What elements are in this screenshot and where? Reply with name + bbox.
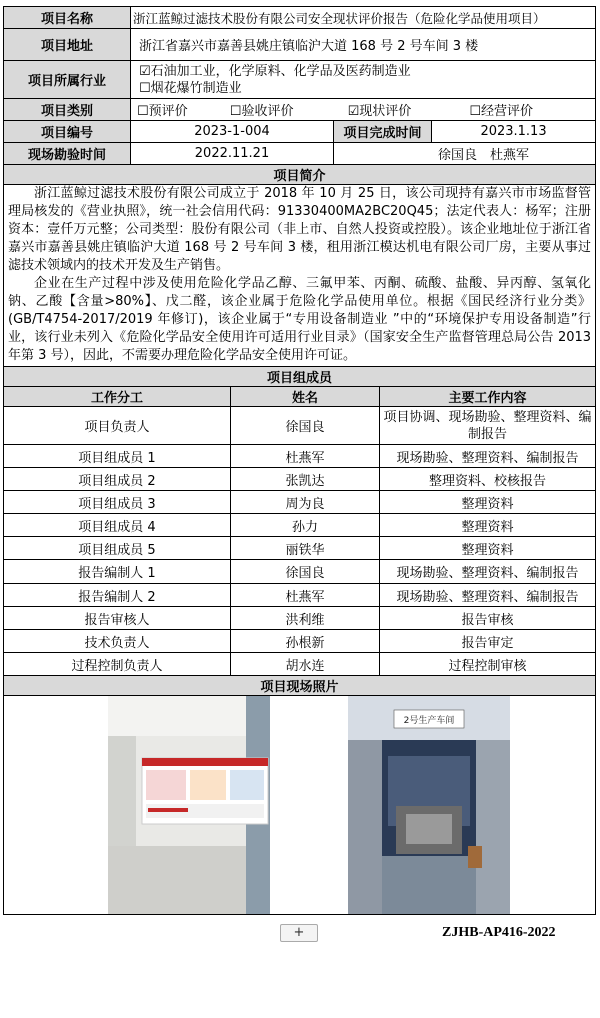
member-work: 现场勘验、整理资料、编制报告 [380, 584, 596, 607]
intro-title: 项目简介 [4, 165, 596, 185]
table-row [4, 514, 596, 537]
member-work: 项目协调、现场勘验、整理资料、编制报告 [380, 407, 596, 445]
member-work: 整理资料 [380, 514, 596, 537]
member-role: 项目组成员 1 [4, 445, 231, 468]
category-option-current[interactable]: ☑现状评价 [347, 104, 412, 119]
member-name: 孙根新 [231, 630, 380, 653]
member-name: 胡水连 [231, 653, 380, 676]
photos-cell [4, 696, 596, 915]
intro-paragraph-2: 企业在生产过程中涉及使用危险化学品乙醇、三氟甲苯、丙酮、硫酸、盐酸、异丙醇、氢氧化钠、乙酸【含量>80%】、戊二醛，该企业属于危险化学品使用单位。根据《国民经济行业分类》(GB/T4754-2017/2019 年修订)，该企业属于“专用设备制造业 ”中的“环境保护专用设备制造”行业，该行业未列入《危险化学品安全使用许可适用行业目录》（国家安全生产监督管理总局公告 2013 年第 3 号），因此，不需要办理危险化学品安全使用许可证。 [8, 276, 592, 363]
site-photo-corridor [108, 696, 270, 914]
category-option-acceptance[interactable]: ☐验收评价 [229, 104, 294, 119]
member-name: 杜燕军 [231, 584, 380, 607]
evaluation-form [3, 6, 596, 915]
survey-people-value: 徐国良 杜燕军 [334, 143, 596, 165]
project-name-value: 浙江蓝鲸过滤技术股份有限公司安全现状评价报告（危险化学品使用项目） [131, 7, 596, 29]
member-work: 现场勘验、整理资料、编制报告 [380, 560, 596, 584]
member-name: 周为良 [231, 491, 380, 514]
member-role: 报告编制人 2 [4, 584, 231, 607]
industry-options [131, 61, 596, 99]
member-name: 杜燕军 [231, 445, 380, 468]
member-work: 整理资料 [380, 491, 596, 514]
member-role: 项目组成员 2 [4, 468, 231, 491]
members-header-name: 姓名 [231, 387, 380, 407]
project-address-value: 浙江省嘉兴市嘉善县姚庄镇临沪大道 168 号 2 号车间 3 楼 [131, 29, 596, 61]
table-row [4, 560, 596, 584]
table-row [4, 653, 596, 676]
document-code: ZJHB-AP416-2022 [442, 925, 556, 940]
table-row [4, 445, 596, 468]
members-header-work: 主要工作内容 [380, 387, 596, 407]
category-option-operation[interactable]: ☐经营评价 [469, 104, 534, 119]
member-work: 现场勘验、整理资料、编制报告 [380, 445, 596, 468]
photos-title: 项目现场照片 [4, 676, 596, 696]
member-role: 技术负责人 [4, 630, 231, 653]
members-header-role: 工作分工 [4, 387, 231, 407]
member-role: 项目负责人 [4, 407, 231, 445]
table-row [4, 537, 596, 560]
project-no-label: 项目编号 [4, 121, 131, 143]
workshop-sign-text: 2号生产车间 [403, 716, 455, 726]
member-name: 徐国良 [231, 407, 380, 445]
member-work: 整理资料、校核报告 [380, 468, 596, 491]
member-role: 过程控制负责人 [4, 653, 231, 676]
completion-label: 项目完成时间 [334, 121, 432, 143]
category-options [131, 99, 596, 121]
project-no-value: 2023-1-004 [131, 121, 334, 143]
member-name: 孙力 [231, 514, 380, 537]
survey-time-value: 2022.11.21 [131, 143, 334, 165]
member-name: 徐国良 [231, 560, 380, 584]
member-name: 丽铁华 [231, 537, 380, 560]
industry-option-fireworks[interactable]: ☐烟花爆竹制造业 [139, 80, 242, 96]
project-address-label: 项目地址 [4, 29, 131, 61]
member-role: 报告审核人 [4, 607, 231, 630]
member-role: 项目组成员 3 [4, 491, 231, 514]
category-label: 项目类别 [4, 99, 131, 121]
site-photo-workshop [348, 696, 510, 914]
member-role: 项目组成员 4 [4, 514, 231, 537]
survey-time-label: 现场勘验时间 [4, 143, 131, 165]
industry-label: 项目所属行业 [4, 61, 131, 99]
member-name: 洪利维 [231, 607, 380, 630]
table-row [4, 630, 596, 653]
add-button[interactable]: + [280, 924, 318, 942]
table-row [4, 607, 596, 630]
intro-body [4, 185, 596, 367]
member-work: 报告审核 [380, 607, 596, 630]
industry-option-petrochem[interactable]: ☑石油加工业，化学原料、化学品及医药制造业 [139, 63, 411, 79]
members-title: 项目组成员 [4, 367, 596, 387]
member-work: 报告审定 [380, 630, 596, 653]
intro-paragraph-1: 浙江蓝鲸过滤技术股份有限公司成立于 2018 年 10 月 25 日，该公司现持有嘉兴市市场监督管理局核发的《营业执照》，统一社会信用代码：91330400MA2BC20Q45；法定代表人：杨军；注册资本：壹仟万元整；公司类型：股份有限公司（非上市、自然人投资或控股）。该企业地址位于浙江省嘉兴市嘉善县姚庄镇临沪大道 168 号 2 号车间 3 楼，租用浙江模达机电有限公司厂房，主要从事过滤技术领域内的技术开发及生产销售。 [8, 186, 592, 273]
table-row [4, 584, 596, 607]
member-name: 张凯达 [231, 468, 380, 491]
category-option-pre[interactable]: ☐预评价 [137, 104, 188, 119]
completion-value: 2023.1.13 [432, 121, 596, 143]
table-row [4, 407, 596, 445]
member-role: 项目组成员 5 [4, 537, 231, 560]
table-row [4, 468, 596, 491]
member-work: 过程控制审核 [380, 653, 596, 676]
table-row [4, 491, 596, 514]
member-work: 整理资料 [380, 537, 596, 560]
project-name-label: 项目名称 [4, 7, 131, 29]
member-role: 报告编制人 1 [4, 560, 231, 584]
